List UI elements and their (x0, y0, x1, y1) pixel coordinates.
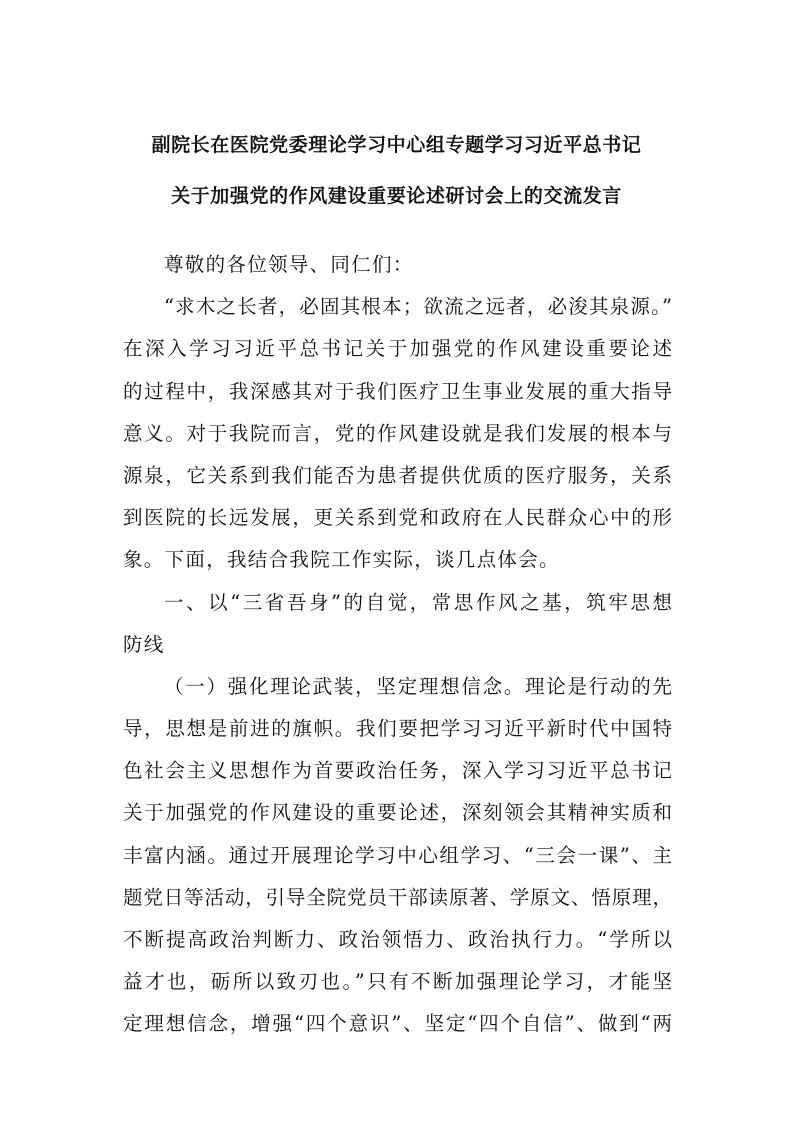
document-body (123, 251, 672, 1053)
body-line: 色社会主义思想作为首要政治任务，深入学习习近平总书记 (123, 759, 672, 783)
body-line: 益才也，砺所以致刃也。”只有不断加强理论学习，才能坚 (123, 970, 672, 994)
salutation: 尊敬的各位领导、同仁们： (164, 253, 414, 276)
body-line: 象。下面，我结合我院工作实际，谈几点体会。 (123, 548, 560, 572)
body-line: 源泉，它关系到我们能否为患者提供优质的医疗服务，关系 (123, 463, 672, 487)
document-title-line-2: 关于加强党的作风建设重要论述研讨会上的交流发言 (171, 185, 622, 207)
body-line: “求木之长者，必固其根本；欲流之远者，必浚其泉源。” (164, 295, 672, 319)
body-line: 的过程中，我深感其对于我们医疗卫生事业发展的重大指导 (123, 379, 672, 403)
body-line: 关于加强党的作风建设的重要论述，深刻领会其精神实质和 (123, 801, 672, 825)
body-line: 导，思想是前进的旗帜。我们要把学习习近平新时代中国特 (123, 717, 672, 741)
body-line: 意义。对于我院而言，党的作风建设就是我们发展的根本与 (123, 421, 672, 445)
body-line: 在深入学习习近平总书记关于加强党的作风建设重要论述 (123, 337, 672, 361)
body-line: 定理想信念，增强“四个意识”、坚定“四个自信”、做到“两 (123, 1012, 672, 1036)
document-title-line-1: 副院长在医院党委理论学习中心组专题学习习近平总书记 (151, 134, 642, 156)
section-heading-continued: 防线 (123, 632, 165, 656)
section-heading: 一、以“三省吾身”的自觉，常思作风之基，筑牢思想 (164, 590, 672, 614)
body-line: 题党日等活动，引导全院党员干部读原著、学原文、悟原理， (123, 885, 672, 909)
subsection-line: （一）强化理论武装，坚定理想信念。理论是行动的先 (164, 674, 672, 698)
body-line: 丰富内涵。通过开展理论学习中心组学习、“三会一课”、主 (123, 843, 672, 867)
body-line: 到医院的长远发展，更关系到党和政府在人民群众心中的形 (123, 506, 672, 530)
body-line: 不断提高政治判断力、政治领悟力、政治执行力。“学所以 (123, 928, 672, 951)
